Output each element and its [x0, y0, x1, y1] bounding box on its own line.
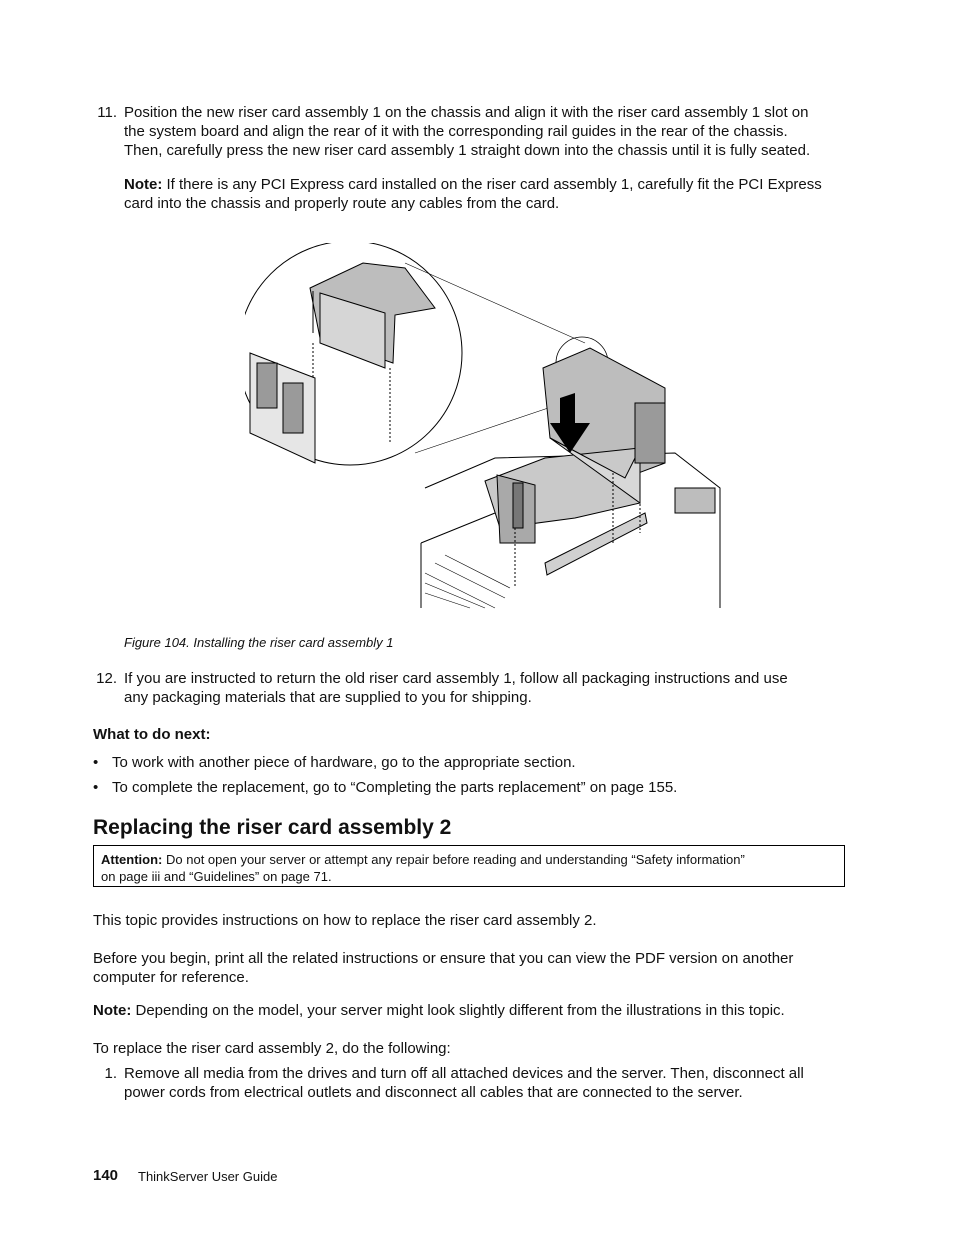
- step-12-text: [124, 669, 864, 707]
- step-11-line: the system board and align the rear of it with the corresponding rail guides in the rear of the chassis.: [124, 123, 788, 140]
- before-line: computer for reference.: [93, 969, 249, 986]
- bullet-icon: •: [93, 754, 99, 771]
- step-11-note: [124, 175, 864, 213]
- before-line: Before you begin, print all the related instructions or ensure that you can view the PDF version on another: [93, 950, 794, 967]
- to-replace-text: To replace the riser card assembly 2, do the following:: [93, 1040, 451, 1057]
- footer-title: ThinkServer User Guide: [138, 1169, 278, 1184]
- step-12-line: If you are instructed to return the old riser card assembly 1, follow all packaging instructions and use: [124, 670, 788, 687]
- step-1-line: power cords from electrical outlets and disconnect all cables that are connected to the server.: [124, 1084, 743, 1101]
- step-12-line: any packaging materials that are supplied to you for shipping.: [124, 689, 532, 706]
- attention-box: [93, 845, 845, 887]
- intro-text: This topic provides instructions on how to replace the riser card assembly 2.: [93, 912, 597, 929]
- bullet-text: To work with another piece of hardware, go to the appropriate section.: [112, 754, 576, 771]
- step-11-line: Position the new riser card assembly 1 on the chassis and align it with the riser card assembly 1 slot on: [124, 104, 809, 121]
- step-1-number: 1.: [104, 1065, 117, 1082]
- riser-card-illustration: [245, 243, 725, 613]
- step-1-line: Remove all media from the drives and turn off all attached devices and the server. Then, disconnect all: [124, 1065, 804, 1082]
- step-11-number: 11.: [97, 104, 117, 121]
- attention-label: Attention:: [101, 852, 163, 867]
- bullet-icon: •: [93, 779, 99, 796]
- section-note: [93, 1001, 785, 1020]
- attention-line: Do not open your server or attempt any repair before reading and understanding “Safety information”: [166, 852, 745, 867]
- step-11-line: Then, carefully press the new riser card assembly 1 straight down into the chassis until it is fully seated.: [124, 142, 811, 159]
- note-label: Note:: [124, 176, 163, 193]
- figure-caption: Figure 104. Installing the riser card assembly 1: [124, 635, 394, 650]
- before-text: [93, 949, 863, 987]
- bullet-item: [93, 778, 98, 797]
- attention-line: on page iii and “Guidelines” on page 71.: [101, 869, 332, 884]
- note-line: card into the chassis and properly route any cables from the card.: [124, 195, 560, 212]
- note-line: If there is any PCI Express card installed on the riser card assembly 1, carefully fit the PCI Express: [166, 176, 822, 193]
- bullet-text: To complete the replacement, go to “Completing the parts replacement” on page 155.: [112, 779, 678, 796]
- page-number: 140: [93, 1167, 119, 1184]
- step-1-text: [124, 1064, 864, 1102]
- section-title: Replacing the riser card assembly 2: [93, 816, 452, 839]
- note-text: Depending on the model, your server might look slightly different from the illustrations in this topic.: [135, 1002, 785, 1019]
- step-12-number: 12.: [96, 670, 117, 687]
- step-11-text: [124, 103, 864, 160]
- bullet-item: [93, 753, 98, 772]
- note-label: Note:: [93, 1002, 132, 1019]
- next-heading: What to do next:: [93, 726, 211, 743]
